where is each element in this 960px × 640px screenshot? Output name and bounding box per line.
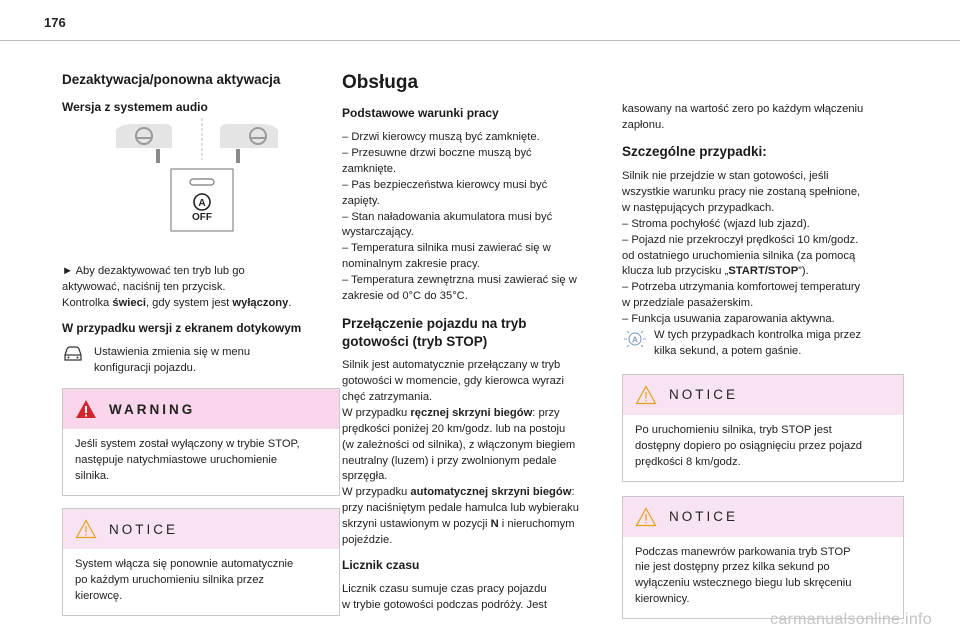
timer-continued: kasowany na wartość zero po każdym włączeniu zapłonu. [622, 103, 864, 131]
page-number: 176 [44, 15, 66, 30]
list-item: – Pas bezpieczeństwa kierowcy musi być [342, 178, 548, 191]
notice-box [62, 508, 340, 616]
car-settings-icon [62, 345, 84, 363]
list-item: – Drzwi kierowcy muszą być zamknięte. [342, 131, 540, 143]
button-illustration [62, 116, 340, 256]
svg-text:A: A [631, 334, 639, 345]
notice-box: NOTICE Podczas manewrów parkowania tryb STOP nie jest dostępny przez kilka sekund po wyłączeniu wstecznego biegu lub skręceniu kierownicy. [622, 496, 904, 620]
timer-text: Licznik czasu sumuje czas pracy pojazdu w trybie gotowości podczas podróży. Jest [342, 582, 547, 611]
special-cases-heading: Szczególne przypadki: [622, 143, 767, 159]
notice-text: po każdym uruchomieniu silnika przez [75, 574, 265, 587]
touchscreen-info [62, 345, 340, 377]
notice-title: NOTICE [669, 508, 739, 524]
list-item: nominalnym zakresie pracy. [342, 258, 480, 271]
notice-text: kierowcę. [75, 590, 123, 602]
notice-title: NOTICE [669, 387, 739, 403]
list-item: zakresie od 0°C do 35°C. [342, 290, 468, 303]
warning-triangle-icon [75, 399, 97, 419]
column-3 [622, 102, 904, 631]
column-2 [342, 70, 618, 614]
warning-title: WARNING [109, 401, 196, 417]
indicator-text: Kontrolka świeci, gdy system jest wyłączony. [62, 297, 292, 309]
off-label: OFF [192, 212, 212, 224]
timer-heading: Licznik czasu [342, 557, 420, 572]
warning-box [62, 388, 340, 496]
touchscreen-text: Ustawienia zmienia się w menu [94, 345, 251, 358]
warning-text: następuje natychmiastowe uruchomienie [75, 454, 278, 467]
list-item: wystarczający. [342, 226, 414, 239]
dashboard-icon [62, 116, 340, 256]
touchscreen-heading: W przypadku wersji z ekranem dotykowym [62, 320, 302, 335]
notice-triangle-icon [635, 385, 657, 405]
list-item: – Przesuwne drzwi boczne muszą być [342, 146, 532, 159]
list-item: – Temperatura silnika musi zawierać się w [342, 242, 551, 255]
svg-text:A: A [198, 198, 206, 210]
conditions-heading: Podstawowe warunki pracy [342, 105, 499, 120]
conditions-list [342, 130, 618, 305]
notice-triangle-icon [635, 507, 657, 527]
notice-title: NOTICE [109, 521, 179, 537]
stop-start-lamp-icon [622, 328, 648, 350]
warning-text: Jeśli system został wyłączony w trybie STOP, [75, 438, 300, 451]
stop-mode-heading: Przełączenie pojazdu na tryb gotowości (tryb STOP) [342, 315, 527, 349]
watermark: carmanualsonline.info [770, 611, 932, 629]
touchscreen-text: konfiguracji pojazdu. [94, 361, 196, 374]
notice-box: NOTICE Po uruchomieniu silnika, tryb STOP jest dostępny dopiero po osiągnięciu przez pojazd prędkości 8 km/godz. [622, 374, 904, 482]
instruction-line: ► Aby dezaktywować ten tryb lub go [62, 265, 245, 278]
warning-text: silnika. [75, 470, 110, 483]
audio-version-heading: Wersja z systemem audio [62, 100, 208, 115]
column-1 [62, 70, 340, 628]
header-divider [0, 40, 960, 41]
list-item: zapięty. [342, 194, 380, 207]
notice-text: System włącza się ponownie automatycznie [75, 558, 294, 571]
instruction-line: aktywować, naciśnij ten przycisk. [62, 281, 226, 294]
special-cases-text: Silnik nie przejdzie w stan gotowości, jeśli wszystkie warunku pracy nie zostaną spełnione, w następujących przypadkach. – Stroma pochyłość (wjazd lub zjazd). – Pojazd nie przekroczył prędkości 10 km/godz. od ostatniego uruchomienia silnika (za pomocą klucza lub przycisku „START/STOP”). – Potrzeba utrzymania komfortowej temperatury w przedziale pasażerskim. – Funkcja usuwania zaparowania aktywna. [622, 169, 861, 326]
stop-mode-text: Silnik jest automatycznie przełączany w tryb gotowości w momencie, gdy kierowca wyrazi chęć zatrzymania. W przypadku ręcznej skrzyni biegów: przy prędkości poniżej 20 km/godz. lub na postoju (w zależności od silnika), z włączonym biegiem neutralny (luzem) i przy zwolnionym pedale sprzęgła. W przypadku automatycznej skrzyni biegów: przy naciśniętym pedale hamulca lub wybieraku skrzyni ustawionym w pozycji N i nieruchomym pojeździe. [342, 359, 579, 547]
section-heading: Dezaktywacja/ponowna aktywacja [62, 72, 281, 87]
list-item: – Stan naładowania akumulatora musi być [342, 210, 553, 223]
notice-triangle-icon [75, 519, 97, 539]
list-item: – Temperatura zewnętrzna musi zawierać się w [342, 274, 577, 287]
blinking-lamp-info: A W tych przypadkach kontrolka miga przez kilka sekund, a potem gaśnie. [622, 328, 904, 360]
list-item: zamknięte. [342, 162, 397, 175]
main-heading: Obsługa [342, 72, 419, 93]
